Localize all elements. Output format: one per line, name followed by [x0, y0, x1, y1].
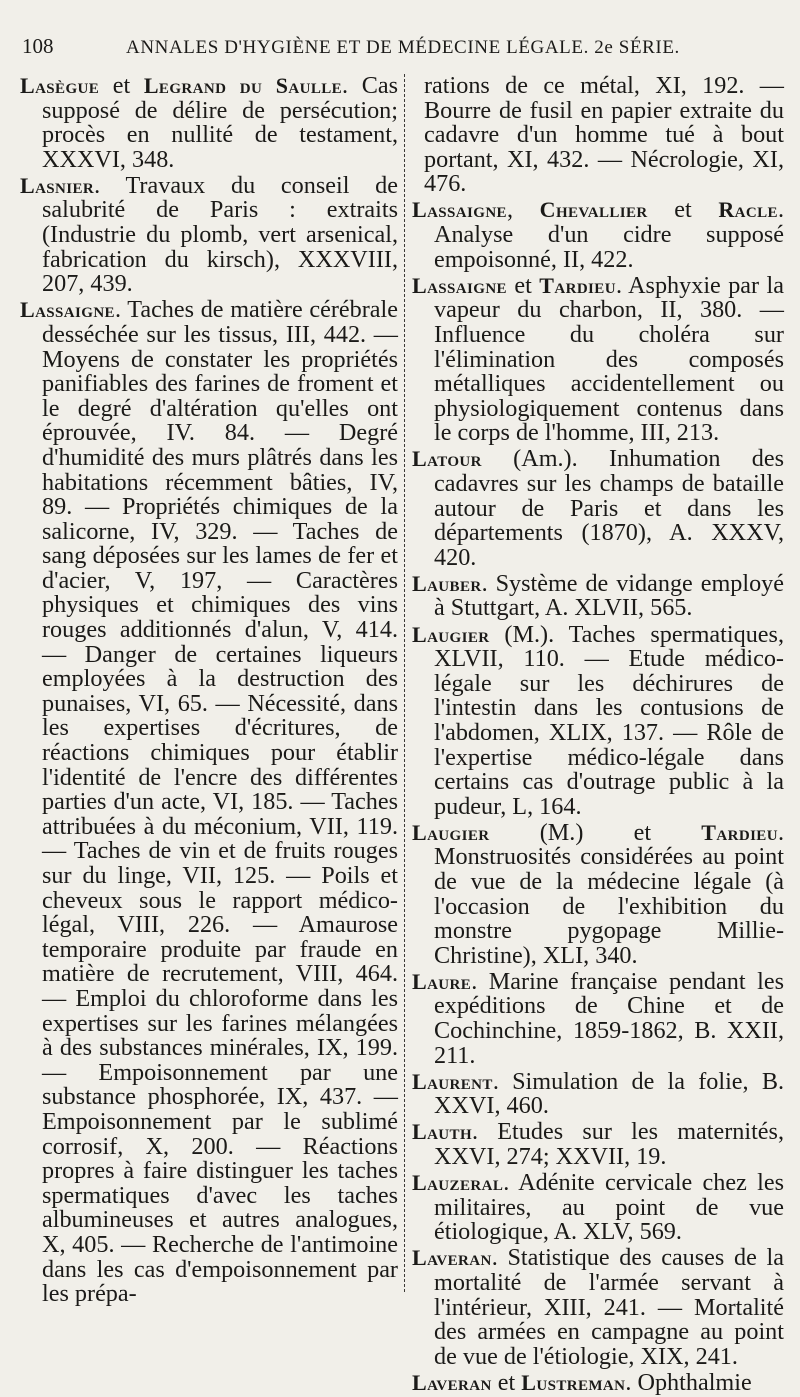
author-link: et	[647, 196, 719, 224]
index-entry	[412, 198, 784, 272]
author-name: Lauzeral	[412, 1170, 504, 1196]
author-name: Lassaigne	[412, 272, 507, 298]
index-entry	[412, 1120, 784, 1169]
entry-text: (Am.). Inhumation des cadavres sur les champs de bataille autour de Paris et dans les départements (1870), A. XXXV, 420.	[434, 445, 784, 571]
author-name: Chevallier	[539, 197, 648, 223]
author-name: Lauber	[412, 570, 482, 596]
entry-text: . Cas supposé de délire de persécution; procès en nullité de testament, XXXVI, 348.	[42, 72, 398, 173]
right-column	[412, 74, 784, 1397]
page-number: 108	[22, 34, 54, 58]
author-name: Lasnier	[20, 172, 95, 198]
entry-text: . Travaux du conseil de salubrité de Paris : extraits (Industrie du plomb, vert arsenical, fabrication du kirsch), XXXVIII, 207, 439.	[42, 171, 398, 298]
index-entry	[20, 171, 398, 298]
index-entry	[412, 1171, 784, 1245]
column-divider	[404, 74, 405, 1292]
author-name: Laugier	[412, 621, 490, 647]
index-entry	[412, 1246, 784, 1369]
index-entry	[412, 447, 784, 570]
index-entry	[412, 1368, 784, 1396]
author-link: (M.) et	[489, 818, 702, 846]
author-name: Latour	[412, 446, 482, 472]
entry-text: . Taches de matière cérébrale desséchée sur les tissus, III, 442. — Moyens de constater les propriétés panifiables des farines de froment et le degré d'altération qu'elles ont éprouvée, IV. 84. — Degré d'humidité des murs plâtrés dans les habitations récemment bâties, IV, 89. — Propriétés chimiques de la salicorne, IV, 329. — Taches de sang déposées sur les lames de fer et d'acier, V, 197, — Caractères physiques et chimiques des vins rouges additionnés d'alun, V, 414. — Danger de certaines liqueurs employées à la destruction des punaises, VI, 65. — Nécessité, dans les expertises d'écritures, de réactions chimiques pour établir l'identité de l'encre des différentes parties d'un acte, VI, 185. — Taches attribuées à du méconium, VII, 119. — Taches de vin et de fruits rouges sur du linge, VII, 125. — Poils et cheveux sous le rapport médico-légal, VIII, 226. — Amaurose temporaire produite par fraude en matière de recrutement, VIII, 464. — Emploi du chloroforme dans les expertises sur les farines mélangées à des substances minérales, IX, 199. — Empoisonnement par une substance phosphorée, IX, 437. — Empoisonnement par le sublimé corrosif, X, 200. — Réactions propres à faire distinguer les taches spermatiques d'avec les taches albumineuses et autres analogues, X, 405. — Recherche de l'antimoine dans les cas d'empoisonnement par les prépa-	[42, 296, 398, 1308]
author-name: Laure	[412, 968, 472, 994]
entry-text: . Marine française pendant les expéditions de Chine et de Cochinchine, 1859-1862, B. XXII, 211.	[434, 967, 784, 1069]
author-link: ,	[506, 196, 540, 224]
entry-text: . Analyse d'un cidre supposé empoisonné, II, 422.	[434, 196, 784, 273]
author-name: Lustreman	[521, 1369, 626, 1395]
entry-text: . Monstruosités considérées au point de vue de la médecine légale (à l'occasion de l'exhibition du monstre pygopage Millie-Christine), XLI, 340.	[434, 818, 784, 969]
author-name: Laveran	[412, 1369, 492, 1395]
running-head: ANNALES D'HYGIÈNE ET DE MÉDECINE LÉGALE. 2e SÉRIE.	[126, 37, 680, 58]
author-name: Tardieu	[539, 272, 616, 298]
index-entry-continued	[412, 74, 784, 197]
author-name: Lassaigne	[412, 197, 507, 223]
entry-text: . Système de vidange employé à Stuttgart, A. XLVII, 565.	[434, 569, 784, 622]
author-name: Legrand du Saulle	[143, 73, 343, 98]
author-name: Laugier	[412, 819, 490, 845]
index-entry	[412, 1067, 784, 1120]
author-link: et	[99, 72, 144, 99]
entry-text: . Ophthalmie	[625, 1368, 752, 1396]
index-entry	[412, 569, 784, 622]
author-name: Laurent	[412, 1068, 493, 1094]
entry-text: . Simulation de la folie, B. XXVI, 460.	[434, 1067, 784, 1120]
page-header	[22, 34, 762, 66]
author-name: Racle	[718, 197, 778, 223]
index-entry	[412, 818, 784, 969]
entry-text: . Adénite cervicale chez les militaires, au point de vue étiologique, A. XLV, 569.	[434, 1169, 784, 1246]
index-entry	[20, 298, 398, 1306]
author-name: Tardieu	[701, 819, 778, 845]
entry-text: . Etudes sur les maternités, XXVI, 274; XXVII, 19.	[434, 1118, 784, 1171]
author-name: Lauth	[412, 1119, 473, 1145]
index-entry	[412, 271, 784, 447]
entry-text: . Asphyxie par la vapeur du charbon, II, 380. — Influence du choléra sur l'élimination des composés métalliques accidentellement ou physiologiquement contenus dans le corps de l'homme, III, 213.	[434, 271, 784, 447]
author-link: et	[491, 1368, 522, 1396]
author-link: et	[506, 271, 540, 299]
author-name: Lassaigne	[20, 297, 115, 323]
author-name: Laveran	[412, 1245, 492, 1271]
index-entry	[20, 74, 398, 172]
entry-text: rations de ce métal, XI, 192. — Bourre de fusil en papier extraite du cadavre d'un homme tué à bout portant, XI, 432. — Nécrologie, XI, 476.	[424, 72, 784, 198]
index-entry	[412, 620, 784, 820]
index-entry	[412, 967, 784, 1069]
entry-text: (M.). Taches spermatiques, XLVII, 110. — Etude médico-légale sur les déchirures de l'intestin dans les contusions de l'abdomen, XLIX, 137. — Rôle de l'expertise médico-légale dans certains cas d'outrage public à la pudeur, L, 164.	[434, 620, 784, 820]
author-name: Lasègue	[20, 73, 100, 98]
left-column	[20, 74, 398, 1308]
entry-text: . Statistique des causes de la mortalité de l'armée servant à l'intérieur, XIII, 241. — Mortalité des armées en campagne au point de vue de l'étiologie, XIX, 241.	[434, 1244, 784, 1370]
